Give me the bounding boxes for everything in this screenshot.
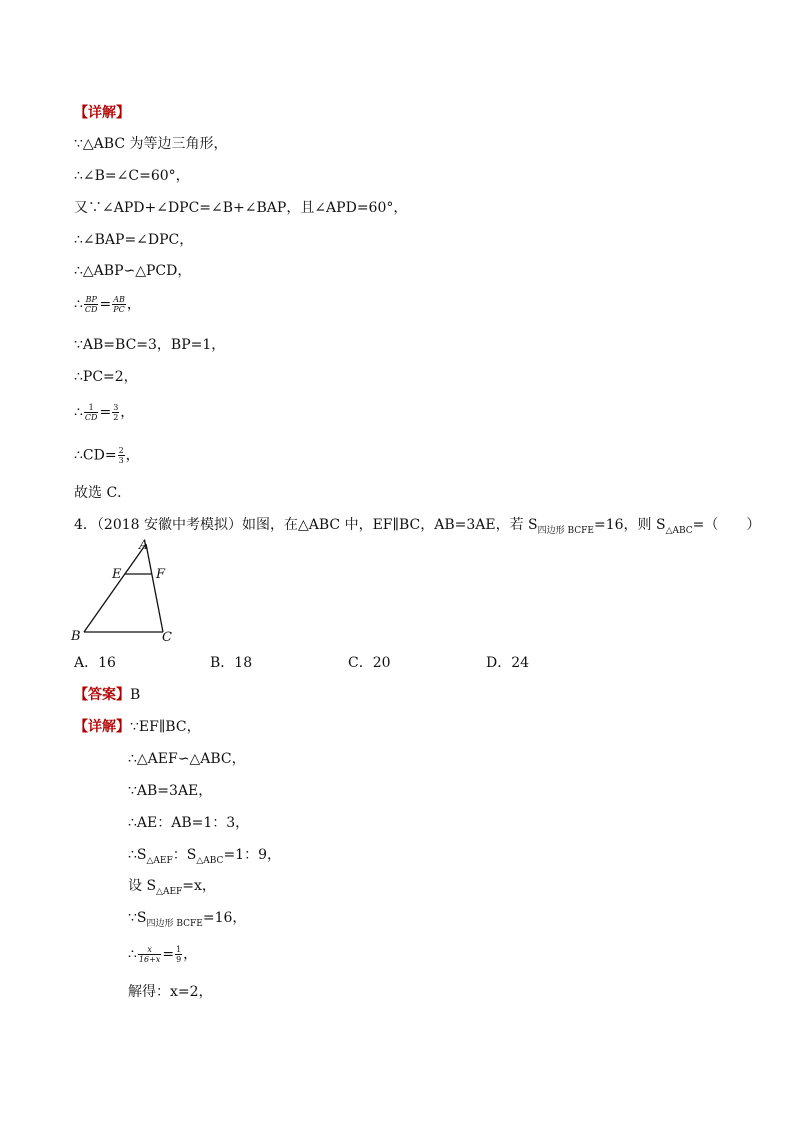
numerator: 1 <box>176 945 182 954</box>
s2-l5-b: ：S <box>172 847 197 863</box>
stem-part-c: =（ ） <box>692 517 761 533</box>
subscript-abc: △ABC <box>196 855 224 866</box>
s1-line-4: ∴∠BAP=∠DPC， <box>74 232 194 248</box>
s2-l5-a: ∴S <box>128 847 147 863</box>
s1-line-11: 故选 C． <box>74 485 132 501</box>
denominator: PC <box>113 305 125 314</box>
therefore-symbol: ∴ <box>128 946 137 963</box>
denominator: 3 <box>118 456 124 465</box>
answer-value: B <box>130 687 141 703</box>
equals-sign: = <box>162 946 175 963</box>
subscript-quad-bcfe: 四边形 BCFE <box>537 525 594 536</box>
therefore-symbol: ∴ <box>74 296 83 313</box>
s1-line-10 <box>74 446 140 465</box>
section1-heading: 【详解】 <box>74 105 130 121</box>
side-ab <box>84 544 146 632</box>
s2-line-7 <box>128 909 246 933</box>
s2-line-8 <box>128 945 197 964</box>
option-b[interactable]: B．18 <box>210 655 253 671</box>
comma: ， <box>183 946 198 963</box>
stem-part-a: 4．（2018 安徽中考模拟）如图，在△ABC 中，EF∥BC，AB=3AE，若 S <box>74 517 538 533</box>
fraction-2-3 <box>118 446 125 465</box>
s2-text-1: ∵EF∥BC， <box>130 719 201 735</box>
label-a: A <box>139 538 149 553</box>
subscript-quad-bcfe: 四边形 BCFE <box>146 918 203 929</box>
fraction-x-16x <box>138 945 161 964</box>
s2-line-3: ∵AB=3AE， <box>128 783 213 799</box>
s2-line-5 <box>128 846 281 870</box>
therefore-symbol: ∴ <box>74 404 83 421</box>
label-f: F <box>156 567 166 582</box>
denominator: 2 <box>113 413 119 422</box>
equals-sign: = <box>99 404 112 421</box>
s1-line-5: ∴△ABP∽△PCD， <box>74 263 192 279</box>
s2-line-2: ∴△AEF∽△ABC， <box>128 751 246 767</box>
numerator: AB <box>113 295 125 304</box>
side-ac <box>146 544 163 632</box>
fraction-3-2 <box>112 403 119 422</box>
subscript-triangle-abc: △ABC <box>665 525 693 536</box>
fraction-ab-pc <box>112 295 126 314</box>
s2-l5-c: =1：9， <box>223 847 281 863</box>
s1-line-6 <box>74 295 141 314</box>
denominator: 16+x <box>138 955 161 964</box>
s1-line-7: ∵AB=BC=3，BP=1， <box>74 337 226 353</box>
label-c: C <box>162 630 172 645</box>
stem-part-b: =16，则 S <box>593 517 666 533</box>
fraction-bp-cd <box>84 295 99 314</box>
s1-line-3: 又∵∠APD+∠DPC=∠B+∠BAP，且∠APD=60°， <box>74 200 408 216</box>
comma: ， <box>126 296 141 313</box>
numerator: 2 <box>118 446 124 455</box>
section2-heading: 【详解】 <box>74 719 130 735</box>
fraction-1-cd <box>84 403 99 422</box>
s1-line-1: ∵△ABC 为等边三角形， <box>74 136 228 152</box>
numerator: x <box>138 945 161 955</box>
denominator: 9 <box>176 955 182 964</box>
triangle-figure <box>66 536 186 646</box>
s1-line-8: ∴PC=2， <box>74 369 138 385</box>
numerator: 1 <box>84 403 99 413</box>
cd-equals: ∴CD= <box>74 447 117 464</box>
s2-l7-b: =16， <box>202 910 247 926</box>
label-b: B <box>71 629 81 644</box>
s2-line-9: 解得：x=2， <box>128 984 213 1000</box>
s2-l6-a: 设 S <box>128 878 157 894</box>
option-a[interactable]: A．16 <box>74 655 116 671</box>
fraction-1-9 <box>175 945 182 964</box>
denominator: CD <box>84 305 98 314</box>
comma: ， <box>120 404 135 421</box>
s1-line-2: ∴∠B=∠C=60°， <box>74 168 190 184</box>
subscript-aef: △AEF <box>156 886 183 897</box>
s2-l6-b: =x， <box>182 878 216 894</box>
s2-l7-a: ∵S <box>128 910 147 926</box>
s2-line-4: ∴AE：AB=1：3， <box>128 815 250 831</box>
answer-line <box>74 686 140 704</box>
comma: ， <box>125 447 140 464</box>
s1-line-9 <box>74 403 134 422</box>
answer-heading: 【答案】 <box>74 687 130 703</box>
subscript-aef: △AEF <box>146 855 173 866</box>
s2-line-6 <box>128 877 216 901</box>
option-d[interactable]: D．24 <box>486 655 530 671</box>
denominator: CD <box>84 413 98 422</box>
numerator: BP <box>85 295 97 304</box>
numerator: 3 <box>113 403 119 412</box>
s2-line-1 <box>74 718 201 736</box>
equals-sign: = <box>99 296 112 313</box>
option-c[interactable]: C．20 <box>348 655 391 671</box>
label-e: E <box>112 567 122 582</box>
